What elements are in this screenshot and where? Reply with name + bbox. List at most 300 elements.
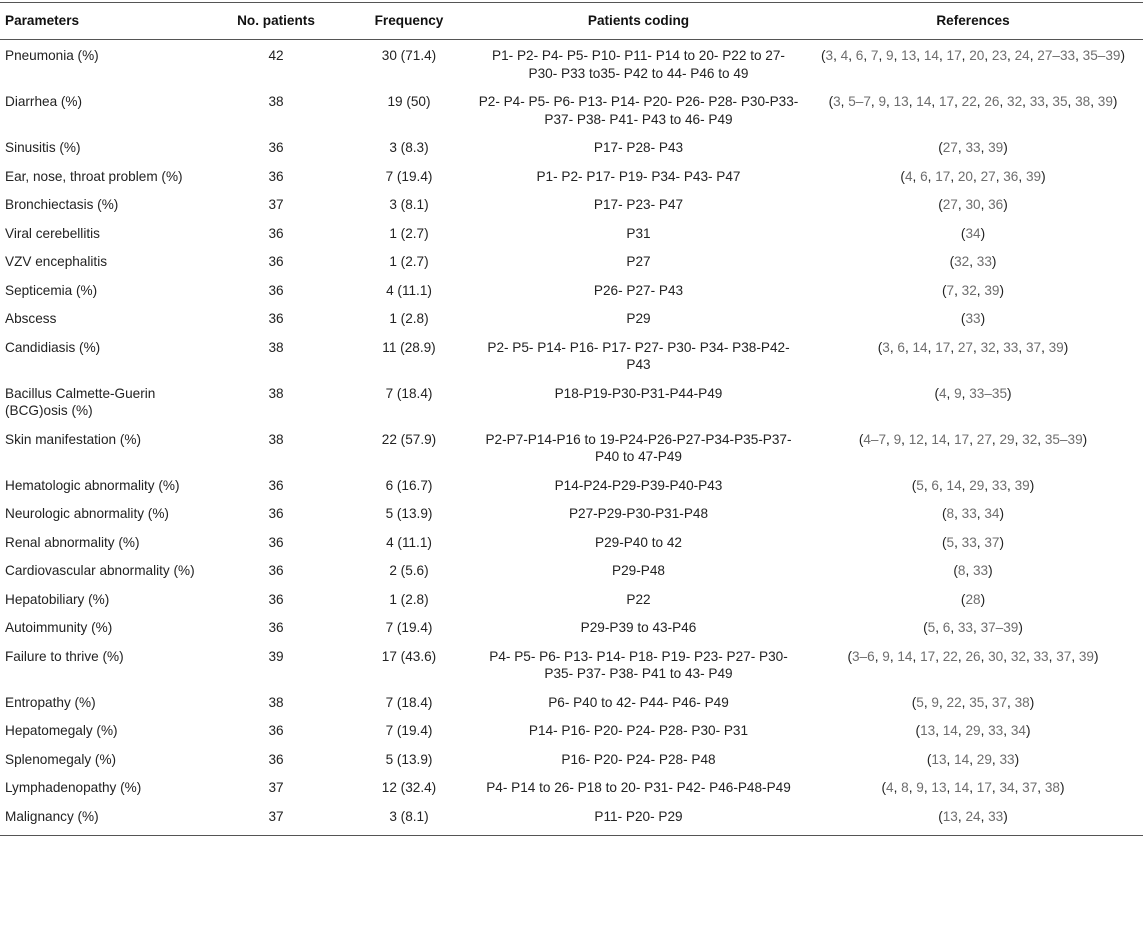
reference-link[interactable]: 27 [942,140,958,155]
reference-link[interactable]: 14 [923,48,939,63]
cell-patients-coding: P2-P7-P14-P16 to 19-P24-P26-P27-P34-P35-P37-P40 to 47-P49 [485,431,792,464]
cell-references [803,246,1143,275]
cell-parameter: Autoimmunity (%) [5,620,113,635]
reference-link[interactable]: 14 [954,751,970,767]
ref-separator: , [950,168,958,184]
ref-separator: , [1037,780,1045,795]
reference-link[interactable]: 3 [833,94,841,109]
table-row [0,715,1143,744]
reference-link[interactable]: 39 [984,282,1000,298]
cell-references [803,40,1143,87]
ref-separator: , [1014,780,1023,795]
ref-separator: , [1067,94,1076,109]
cell-patients-coding: P27-P29-P30-P31-P48 [568,506,709,521]
ref-separator: , [957,723,966,738]
cell-frequency: 3 (8.1) [344,801,474,836]
cell-frequency: 4 (11.1) [386,282,432,298]
ref-separator: , [935,723,943,738]
table-row [0,246,1143,275]
reference-link[interactable]: 35 [969,694,985,710]
reference-link[interactable]: 32 [980,339,996,355]
ref-separator: , [965,563,973,578]
reference-link[interactable]: 33 [965,140,981,155]
ref-close-paren: ) [1029,477,1035,493]
cell-patients-coding: P22 [626,591,651,607]
reference-link[interactable]: 37 [984,534,1000,550]
ref-open-paren: ( [926,751,932,767]
cell-parameter: Candidiasis (%) [5,339,101,355]
ref-close-paren: ) [1063,339,1069,355]
reference-link[interactable]: 17 [920,648,936,664]
reference-link[interactable]: 37–39 [980,620,1019,635]
reference-link[interactable]: 6 [920,168,928,184]
ref-separator: , [889,648,898,664]
cell-no-patients: 36 [268,751,284,767]
reference-link[interactable]: 13 [920,723,936,738]
ref-close-paren: ) [991,254,997,269]
cell-no-patients: 36 [268,140,284,155]
reference-link[interactable]: 39 [1097,94,1113,109]
reference-link[interactable]: 8 [946,506,955,521]
reference-link[interactable]: 33 [1029,94,1045,109]
cell-frequency: 12 (32.4) [381,780,437,795]
reference-link[interactable]: 5 [916,694,924,710]
ref-separator: , [938,48,947,63]
ref-separator: , [954,94,962,109]
reference-link[interactable]: 5–7 [848,94,871,109]
table-row [0,218,1143,247]
reference-link[interactable]: 9 [954,385,962,401]
cell-references [803,424,1143,470]
cell-frequency: 11 (28.9) [382,339,436,355]
reference-link[interactable]: 37 [1025,339,1042,355]
reference-link[interactable]: 32 [961,282,977,298]
reference-link[interactable]: 33 [1003,339,1019,355]
cell-frequency: 5 (13.9) [385,506,433,521]
cell-patients-coding: P18-P19-P30-P31-P44-P49 [554,385,723,401]
ref-separator: , [980,648,989,664]
reference-link[interactable]: 5 [916,477,924,493]
ref-separator: , [957,648,966,664]
ref-close-paren: ) [1082,431,1088,447]
ref-separator: , [1003,648,1011,664]
table-row [0,687,1143,716]
reference-link[interactable]: 33 [973,563,989,578]
ref-close-paren: ) [980,591,986,607]
reference-link[interactable]: 9 [916,780,924,795]
cell-no-patients: 39 [268,648,284,664]
reference-link[interactable]: 14 [916,94,932,109]
cell-no-patients: 38 [268,694,284,710]
cell-references [803,527,1143,556]
reference-link[interactable]: 13 [893,94,909,109]
cell-no-patients: 36 [268,254,284,269]
table-row [0,132,1143,161]
ref-open-paren: ( [960,591,966,607]
reference-link[interactable]: 20 [957,168,973,184]
ref-close-paren: ) [1014,751,1020,767]
reference-link[interactable]: 27 [976,431,992,447]
reference-link[interactable]: 14 [954,780,970,795]
cell-patients-coding: P4- P14 to 26- P18 to 20- P31- P42- P46-P48-P49 [486,780,791,795]
reference-link[interactable]: 8 [901,780,909,795]
table-row [0,332,1143,378]
reference-link[interactable]: 32 [954,254,970,269]
reference-link[interactable]: 33 [999,751,1015,767]
reference-link[interactable]: 32 [1022,431,1038,447]
ref-separator: , [980,140,989,155]
table-row [0,470,1143,499]
reference-link[interactable]: 26 [984,94,1000,109]
cell-no-patients: 36 [268,506,284,521]
reference-link[interactable]: 4 [886,780,894,795]
table-row [0,161,1143,190]
cell-frequency: 6 (16.7) [385,477,433,493]
reference-link[interactable]: 17 [954,431,970,447]
reference-link[interactable]: 26 [965,648,981,664]
table-row [0,378,1143,424]
ref-separator: , [889,339,898,355]
reference-link[interactable]: 6 [897,339,905,355]
ref-close-paren: ) [1120,48,1125,63]
header-no-patients: No. patients [208,3,344,40]
reference-link[interactable]: 36 [988,197,1004,212]
ref-separator: , [999,94,1008,109]
cell-references [803,470,1143,499]
ref-separator: , [848,48,856,63]
reference-link[interactable]: 36 [1003,168,1019,184]
reference-link[interactable]: 39 [1048,339,1064,355]
cell-frequency: 1 (2.8) [389,591,429,607]
reference-link[interactable]: 34 [1010,723,1026,738]
reference-link[interactable]: 8 [957,563,966,578]
cell-references [803,332,1143,378]
ref-separator: , [1022,94,1030,109]
reference-link[interactable]: 33 [965,311,981,326]
ref-separator: , [946,385,955,401]
reference-link[interactable]: 12 [908,431,924,447]
reference-link[interactable]: 4 [938,385,947,401]
ref-separator: , [984,48,992,63]
ref-separator: , [976,506,985,521]
ref-separator: , [969,751,977,767]
reference-link[interactable]: 17 [976,780,992,795]
cell-references [803,275,1143,304]
cell-parameter: Sinusitis (%) [5,140,81,155]
reference-link[interactable]: 35–39 [1082,48,1121,63]
reference-link[interactable]: 33 [961,506,977,521]
reference-link[interactable]: 29 [969,477,985,493]
reference-link[interactable]: 14 [897,648,913,664]
reference-link[interactable]: 38 [1075,94,1091,109]
cell-references [803,772,1143,801]
ref-separator: , [908,94,917,109]
reference-link[interactable]: 33 [991,477,1008,493]
cell-frequency: 19 (50) [387,94,431,109]
cell-parameter: Diarrhea (%) [5,94,83,109]
cell-frequency: 7 (18.4) [385,385,433,401]
reference-link[interactable]: 23 [991,48,1008,63]
reference-link[interactable]: 14 [946,477,962,493]
cell-no-patients: 36 [268,311,284,326]
reference-link[interactable]: 39 [1025,168,1042,184]
reference-link[interactable]: 27–33 [1037,48,1076,63]
ref-open-paren: ( [938,808,943,824]
reference-link[interactable]: 37 [991,694,1008,710]
cell-parameter: Failure to thrive (%) [5,648,124,664]
reference-link[interactable]: 22 [961,94,977,109]
ref-separator: , [973,339,981,355]
reference-link[interactable]: 13 [931,780,947,795]
reference-link[interactable]: 33 [961,534,977,550]
ref-separator: , [961,694,970,710]
cell-frequency: 22 (57.9) [381,431,437,447]
reference-link[interactable]: 32 [1007,94,1023,109]
cell-parameter: Abscess [5,311,57,326]
reference-link[interactable]: 29 [999,431,1015,447]
ref-open-paren: ( [949,254,955,269]
table-body [0,40,1143,836]
reference-link[interactable]: 14 [931,431,947,447]
reference-link[interactable]: 17 [935,339,951,355]
cell-no-patients: 38 [268,94,284,109]
reference-link[interactable]: 14 [942,723,958,738]
ref-separator: , [954,506,962,521]
ref-separator: , [938,477,947,493]
cell-parameter: Neurologic abnormality (%) [5,506,169,521]
table-row [0,40,1143,87]
cell-patients-coding: P29 [626,311,651,326]
reference-link[interactable]: 33 [976,254,992,269]
reference-link[interactable]: 24 [1014,48,1030,63]
table-row [0,527,1143,556]
cell-patients-coding: P29-P40 to 42 [595,534,682,550]
ref-separator: , [931,94,939,109]
reference-link[interactable]: 6 [855,48,864,63]
reference-link[interactable]: 33 [988,808,1004,824]
cell-parameter: Skin manifestation (%) [5,431,141,447]
ref-open-paren: ( [934,385,939,401]
table-row [0,801,1143,836]
clinical-parameters-table [0,2,1143,836]
table-row [0,772,1143,801]
ref-separator: , [976,282,985,298]
ref-separator: , [973,168,981,184]
ref-close-paren: ) [988,563,993,578]
reference-link[interactable]: 27 [942,197,958,212]
ref-separator: , [969,431,977,447]
ref-separator: , [912,648,921,664]
reference-link[interactable]: 33 [957,620,973,635]
cell-patients-coding: P2- P5- P14- P16- P17- P27- P30- P34- P38-P42- P43 [487,339,790,372]
reference-link[interactable]: 35–39 [1044,431,1083,447]
ref-separator: , [1037,431,1045,447]
ref-separator: , [1048,648,1057,664]
reference-link[interactable]: 3 [825,48,834,63]
ref-close-paren: ) [999,534,1004,550]
ref-close-paren: ) [1025,723,1031,738]
reference-link[interactable]: 9 [886,48,894,63]
reference-link[interactable]: 20 [969,48,985,63]
reference-link[interactable]: 29 [965,723,981,738]
reference-link[interactable]: 13 [942,808,958,824]
cell-patients-coding: P29-P48 [612,563,665,578]
cell-parameter: Malignancy (%) [0,801,208,836]
ref-separator: , [954,534,962,550]
ref-separator: , [984,694,992,710]
reference-link[interactable]: 29 [976,751,992,767]
reference-link[interactable]: 4 [840,48,849,63]
cell-frequency: 30 (71.4) [381,48,437,63]
reference-link[interactable]: 30 [988,648,1004,664]
ref-separator: , [904,339,913,355]
ref-separator: , [976,534,985,550]
reference-link[interactable]: 13 [931,751,947,767]
cell-frequency: 1 (2.8) [389,311,429,326]
cell-patients-coding: P17- P28- P43 [593,140,684,155]
cell-frequency: 3 (8.1) [389,197,429,212]
reference-link[interactable]: 9 [878,94,887,109]
ref-separator: , [908,780,917,795]
reference-link[interactable]: 35 [1052,94,1068,109]
header-references: References [803,3,1143,40]
cell-references [803,584,1143,613]
reference-link[interactable]: 37 [1022,780,1038,795]
reference-link[interactable]: 32 [1010,648,1026,664]
table-row [0,189,1143,218]
ref-open-paren: ( [858,431,864,447]
reference-link[interactable]: 39 [988,140,1004,155]
ref-separator: , [874,648,883,664]
reference-link[interactable]: 34 [965,225,981,241]
ref-separator: , [893,48,902,63]
cell-parameter: Cardiovascular abnormality (%) [5,563,195,578]
reference-link[interactable]: 7 [946,282,955,298]
reference-link[interactable]: 33 [988,723,1004,738]
ref-close-paren: ) [1018,620,1023,635]
cell-no-patients: 36 [268,477,284,493]
reference-link[interactable]: 6 [942,620,951,635]
cell-frequency: 17 (43.6) [381,648,437,664]
ref-close-paren: ) [980,311,986,326]
reference-link[interactable]: 17 [938,94,955,109]
reference-link[interactable]: 4 [904,168,913,184]
cell-references [803,86,1143,132]
cell-parameter: Pneumonia (%) [5,48,99,63]
reference-link[interactable]: 6 [931,477,939,493]
table-row [0,275,1143,304]
reference-link[interactable]: 27 [957,339,973,355]
ref-separator: , [1044,94,1053,109]
ref-separator: , [946,780,955,795]
cell-references [803,715,1143,744]
reference-link[interactable]: 30 [965,197,981,212]
cell-patients-coding: P14- P16- P20- P24- P28- P30- P31 [528,723,749,738]
reference-link[interactable]: 17 [946,48,962,63]
reference-link[interactable]: 22 [942,648,958,664]
ref-separator: , [946,431,955,447]
cell-references [803,801,1143,836]
ref-open-paren: ( [821,48,826,63]
reference-link[interactable]: 7 [870,48,879,63]
reference-link[interactable]: 39 [1078,648,1094,664]
ref-separator: , [946,751,955,767]
reference-link[interactable]: 13 [901,48,917,63]
reference-link[interactable]: 4–7 [863,431,887,447]
reference-link[interactable]: 24 [965,808,981,824]
ref-separator: , [991,751,1000,767]
reference-link[interactable]: 38 [1044,780,1060,795]
cell-parameter: Splenomegaly (%) [5,751,117,767]
ref-separator: , [991,780,1000,795]
reference-link[interactable]: 9 [893,431,902,447]
ref-separator: , [886,94,894,109]
cell-patients-coding: P14-P24-P29-P39-P40-P43 [554,477,723,493]
reference-link[interactable]: 34 [999,780,1015,795]
reference-link[interactable]: 17 [935,168,951,184]
ref-separator: , [984,477,992,493]
reference-link[interactable]: 3 [882,339,890,355]
ref-open-paren: ( [953,563,958,578]
cell-no-patients: 36 [268,534,284,550]
cell-no-patients: 38 [268,385,284,401]
cell-frequency: 7 (19.4) [385,168,433,184]
ref-separator: , [957,197,966,212]
ref-open-paren: ( [900,168,905,184]
reference-link[interactable]: 28 [965,591,981,607]
reference-link[interactable]: 33 [1033,648,1049,664]
ref-open-paren: ( [911,477,917,493]
ref-separator: , [870,94,879,109]
reference-link[interactable]: 14 [912,339,928,355]
cell-no-patients: 36 [268,563,284,578]
ref-close-paren: ) [1003,808,1008,824]
header-row [0,3,1143,40]
cell-references [803,744,1143,773]
reference-link[interactable]: 3–6 [852,648,875,664]
reference-link[interactable]: 38 [1014,694,1030,710]
ref-open-paren: ( [911,694,917,710]
cell-no-patients: 36 [268,620,284,635]
reference-link[interactable]: 9 [882,648,890,664]
cell-frequency: 3 (8.3) [389,140,429,155]
ref-separator: , [833,48,841,63]
ref-separator: , [1041,339,1049,355]
reference-link[interactable]: 5 [927,620,936,635]
cell-parameter: Bronchiectasis (%) [5,197,119,212]
cell-patients-coding: P1- P2- P17- P19- P34- P43- P47 [536,168,741,184]
cell-patients-coding: P1- P2- P4- P5- P10- P11- P14 to 20- P22 to 27- P30- P33 to35- P42 to 44- P46 to 49 [492,48,785,81]
reference-link[interactable]: 5 [946,534,955,550]
reference-link[interactable]: 37 [1056,648,1072,664]
ref-separator: , [1007,477,1015,493]
reference-link[interactable]: 39 [1014,477,1030,493]
ref-close-paren: ) [1112,94,1118,109]
reference-link[interactable]: 33–35 [969,385,1008,401]
reference-link[interactable]: 27 [980,168,996,184]
ref-separator: , [1003,723,1011,738]
ref-open-paren: ( [847,648,852,664]
ref-open-paren: ( [877,339,883,355]
ref-separator: , [973,620,981,635]
cell-patients-coding: P26- P27- P43 [593,282,684,298]
ref-separator: , [935,648,943,664]
reference-link[interactable]: 34 [984,506,1000,521]
ref-close-paren: ) [1003,140,1008,155]
reference-link[interactable]: 9 [931,694,939,710]
reference-link[interactable]: 22 [946,694,962,710]
table-row [0,612,1143,641]
